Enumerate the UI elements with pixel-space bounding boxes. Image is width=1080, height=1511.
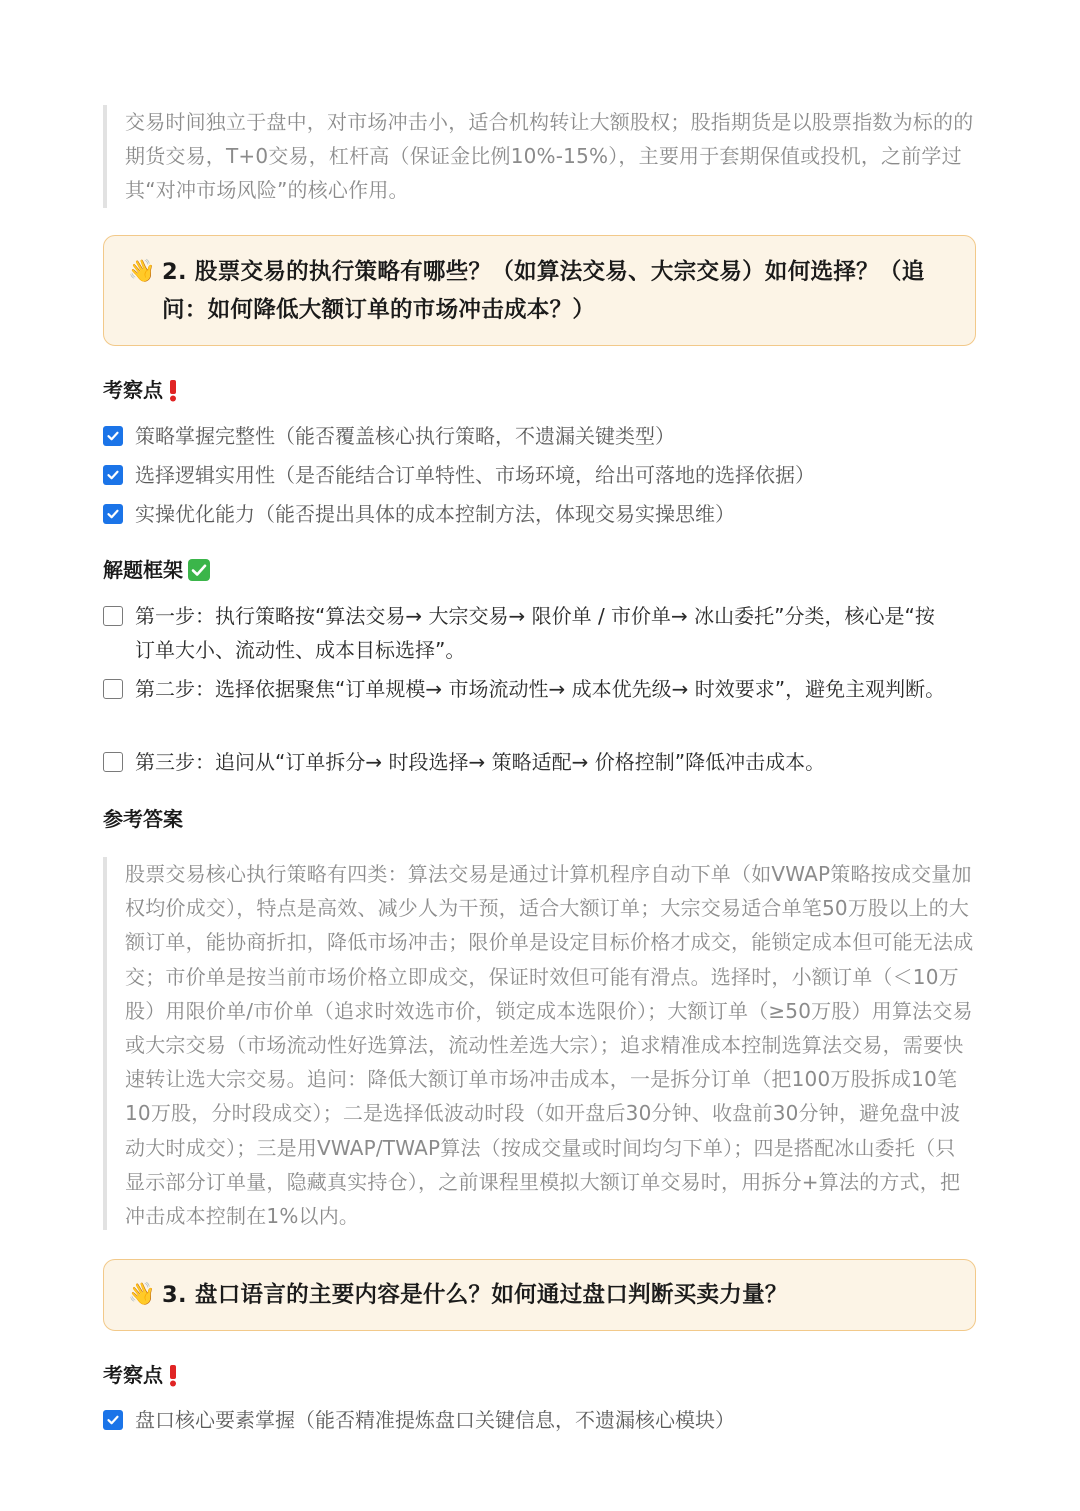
q2-framework-step[interactable]: [103, 599, 943, 667]
question-2-box: [103, 235, 976, 346]
check-item-text: 盘口核心要素掌握（能否精准提炼盘口关键信息，不遗漏核心模块）: [135, 1408, 735, 1432]
exclamation-icon: [167, 1363, 179, 1387]
checkbox-empty-icon[interactable]: [103, 752, 123, 772]
checkbox-empty-icon[interactable]: [103, 679, 123, 699]
q3-check-item[interactable]: [103, 1403, 975, 1437]
q2-answer-quote: [103, 857, 975, 1230]
q2-check-heading: [103, 376, 179, 404]
q2-check-item[interactable]: [103, 419, 975, 453]
q2-answer-heading: [103, 805, 183, 833]
intro-quote-text: 交易时间独立于盘中，对市场冲击小，适合机构转让大额股权；股指期货是以股票指数为标的的期货交易，T+0交易，杠杆高（保证金比例10%-15%），主要用于套期保值或投机，之前学过其“对冲市场风险”的核心作用。: [125, 110, 974, 203]
check-heading-text: 考察点: [103, 378, 163, 402]
answer-text: 股票交易核心执行策略有四类：算法交易是通过计算机程序自动下单（如VWAP策略按成交量加权均价成交），特点是高效、减少人为干预，适合大额订单；大宗交易适合单笔50万股以上的大额订单，能协商折扣，降低市场冲击；限价单是设定目标价格才成交，能锁定成本但可能无法成交；市价单是按当前市场价格立即成交，保证时效但可能有滑点。选择时，小额订单（＜10万股）用限价单/市价单（追求时效选市价，锁定成本选限价）；大额订单（≥50万股）用算法交易或大宗交易（市场流动性好选算法，流动性差选大宗）；追求精准成本控制选算法交易，需要快速转让选大宗交易。追问：降低大额订单市场冲击成本，一是拆分订单（把100万股拆成10笔10万股，分时段成交）；二是选择低波动时段（如开盘后30分钟、收盘前30分钟，避免盘中波动大时成交）；三是用VWAP/TWAP算法（按成交量或时间均匀下单）；四是搭配冰山委托（只显示部分订单量，隐藏真实持仓），之前课程里模拟大额订单交易时，用拆分+算法的方式，把冲击成本控制在1%以内。: [125, 862, 974, 1229]
check-item-text: 实操优化能力（能否提出具体的成本控制方法，体现交易实操思维）: [135, 502, 735, 526]
checkbox-checked-icon[interactable]: [103, 465, 123, 485]
checkbox-checked-icon[interactable]: [103, 426, 123, 446]
checkbox-checked-icon[interactable]: [103, 1410, 123, 1430]
waving-hand-icon: 👋: [128, 259, 156, 284]
q2-framework-heading: [103, 556, 211, 584]
answer-heading-text: 参考答案: [103, 807, 183, 831]
question-2-title: 2. 股票交易的执行策略有哪些？（如算法交易、大宗交易）如何选择？（追问：如何降低大额订单的市场冲击成本？）: [162, 259, 925, 323]
framework-step-text: 第三步：追问从“订单拆分→ 时段选择→ 策略适配→ 价格控制”降低冲击成本。: [135, 750, 826, 774]
waving-hand-icon: 👋: [128, 1282, 156, 1307]
check-mark-icon: [187, 558, 211, 582]
q2-framework-step[interactable]: [103, 672, 963, 706]
check-item-text: 策略掌握完整性（能否覆盖核心执行策略，不遗漏关键类型）: [135, 424, 675, 448]
exclamation-icon: [167, 378, 179, 402]
intro-quote: [103, 105, 975, 208]
question-3-title: 3. 盘口语言的主要内容是什么？如何通过盘口判断买卖力量？: [162, 1282, 788, 1308]
check-item-text: 选择逻辑实用性（是否能结合订单特性、市场环境，给出可落地的选择依据）: [135, 463, 815, 487]
question-3-box: [103, 1259, 976, 1331]
q2-framework-step[interactable]: [103, 745, 975, 779]
checkbox-empty-icon[interactable]: [103, 606, 123, 626]
framework-step-text: 第二步：选择依据聚焦“订单规模→ 市场流动性→ 成本优先级→ 时效要求”，避免主观判断。: [135, 677, 946, 701]
q3-check-heading: [103, 1361, 179, 1389]
check-heading-text: 考察点: [103, 1363, 163, 1387]
framework-heading-text: 解题框架: [103, 558, 183, 582]
q2-check-item[interactable]: [103, 497, 975, 531]
q2-check-item[interactable]: [103, 458, 975, 492]
checkbox-checked-icon[interactable]: [103, 504, 123, 524]
framework-step-text: 第一步：执行策略按“算法交易→ 大宗交易→ 限价单 / 市价单→ 冰山委托”分类，核心是“按订单大小、流动性、成本目标选择”。: [135, 604, 935, 662]
